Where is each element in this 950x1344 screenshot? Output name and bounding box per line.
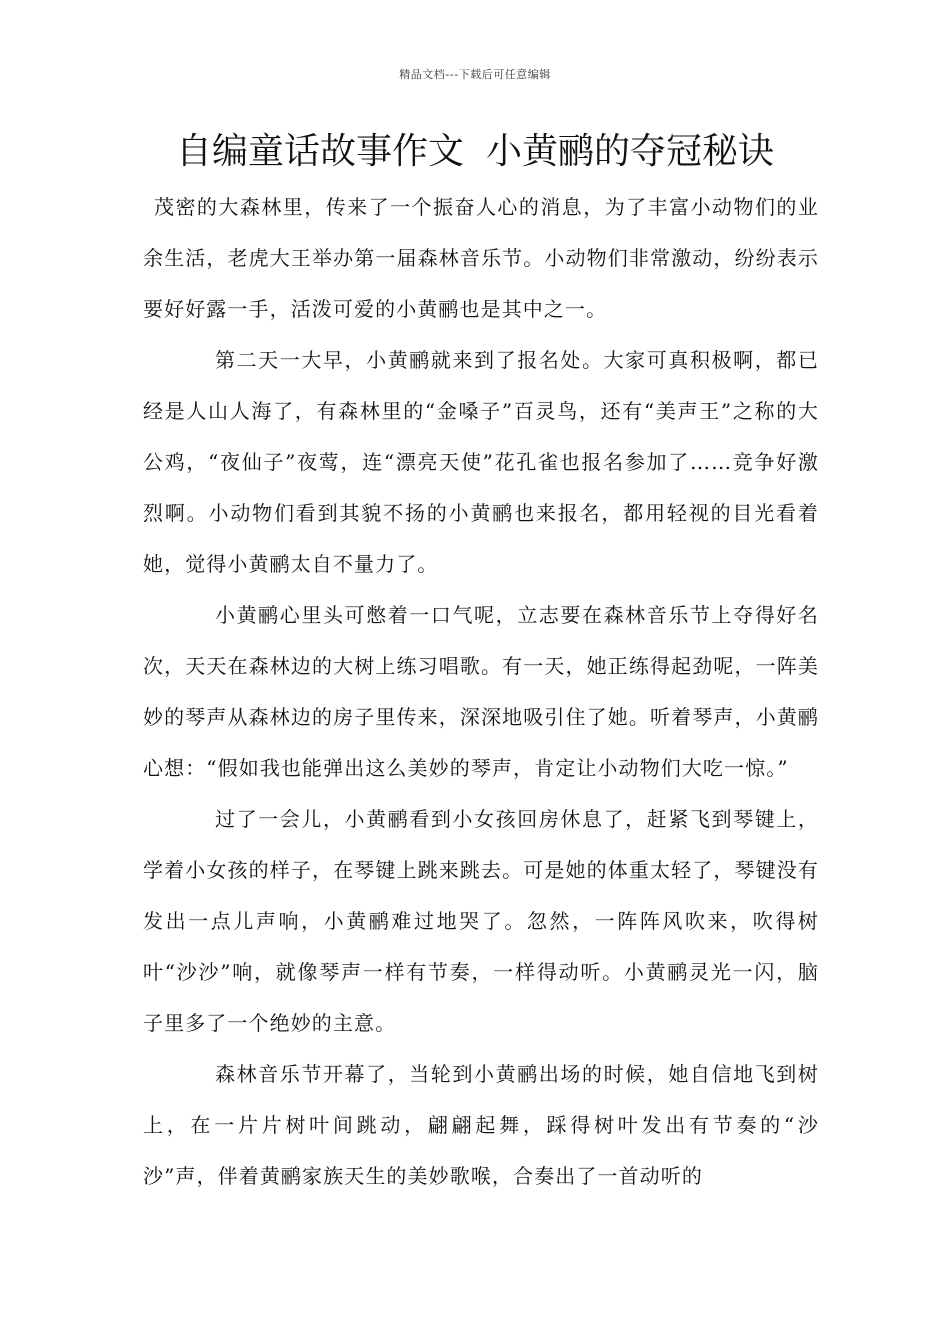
paragraph-1: 茂密的大森林里，传来了一个振奋人心的消息，为了丰富小动物们的业余生活，老虎大王举办第一届森林音乐节。小动物们非常激动，纷纷表示要好好露一手，活泼可爱的小黄鹂也是其中之一。	[143, 195, 819, 321]
page-title	[0, 128, 950, 176]
title-part-2: 小黄鹂的夺冠秘诀	[486, 131, 775, 172]
paragraph-4: 过了一会儿，小黄鹂看到小女孩回房休息了，赶紧飞到琴键上，学着小女孩的样子，在琴键上跳来跳去。可是她的体重太轻了，琴键没有发出一点儿声响，小黄鹂难过地哭了。忽然，一阵阵风吹来，吹得树叶“沙沙”响，就像琴声一样有节奏，一样得动听。小黄鹂灵光一闪，脑子里多了一个绝妙的主意。	[143, 807, 819, 1035]
article-body	[143, 182, 819, 1202]
paragraph-5: 森林音乐节开幕了，当轮到小黄鹂出场的时候，她自信地飞到树上，在一片片树叶间跳动，翩翩起舞，踩得树叶发出有节奏的“沙沙”声，伴着黄鹂家族天生的美妙歌喉，合奏出了一首动听的	[143, 1062, 819, 1188]
title-part-1: 自编童话故事作文	[175, 131, 464, 172]
paragraph-2: 第二天一大早，小黄鹂就来到了报名处。大家可真积极啊，都已经是人山人海了，有森林里的“金嗓子”百灵鸟，还有“美声王”之称的大公鸡，“夜仙子”夜莺，连“漂亮天使”花孔雀也报名参加了……竞争好激烈啊。小动物们看到其貌不扬的小黄鹂也来报名，都用轻视的目光看着她，觉得小黄鹂太自不量力了。	[143, 348, 819, 576]
paragraph-3: 小黄鹂心里头可憋着一口气呢，立志要在森林音乐节上夺得好名次，天天在森林边的大树上练习唱歌。有一天，她正练得起劲呢，一阵美妙的琴声从森林边的房子里传来，深深地吸引住了她。听着琴声，小黄鹂心想：“假如我也能弹出这么美妙的琴声，肯定让小动物们大吃一惊。”	[143, 603, 819, 780]
header-note: 精品文档---下载后可任意编辑	[399, 68, 551, 81]
